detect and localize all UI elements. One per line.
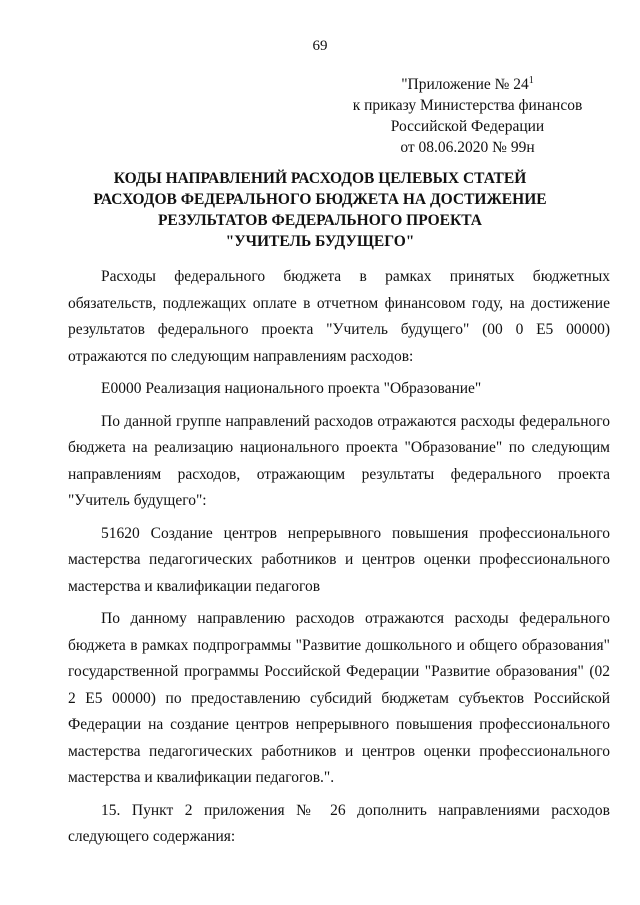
appendix-line-1: "Приложение № $24^1$ <box>401 75 534 94</box>
appendix-line-2: к приказу Министерства финансов <box>352 97 583 115</box>
paragraph-direction-description: По данному направлению расходов отражаются расходы федерального бюджета в рамках подпрограммы "Развитие дошкольного и общего образования" государственной программы Российской Федерации "Развитие образования" (02 2 Е5 00000) по предоставлению субсидий бюджетам субъектов Российской Федерации на создание центров непрерывного повышения профессионального мастерства педагогических работников и центров оценки профессионального мастерства и квалификации педагогов.". <box>68 610 610 786</box>
title-line-4: "УЧИТЕЛЬ БУДУЩЕГО" <box>225 233 415 250</box>
footnote-mark: 1 <box>528 75 534 86</box>
title-line-2: РАСХОДОВ ФЕДЕРАЛЬНОГО БЮДЖЕТА НА ДОСТИЖЕНИЕ <box>93 191 547 208</box>
appendix-reference <box>330 70 605 158</box>
document-title <box>80 168 560 252</box>
title-line-1: КОДЫ НАПРАВЛЕНИЙ РАСХОДОВ ЦЕЛЕВЫХ СТАТЕЙ <box>113 170 527 187</box>
document-body <box>68 264 610 851</box>
paragraph-intro: Расходы федерального бюджета в рамках принятых бюджетных обязательств, подлежащих оплате в отчетном финансовом году, на достижение результатов федерального проекта "Учитель будущего" (00 0 Е5 00000) отражаются по следующим направлениям расходов: <box>68 268 610 365</box>
paragraph-item-15: 15. Пункт 2 приложения № 26 дополнить направлениями расходов следующего содержания: <box>68 801 610 845</box>
paragraph-group-description: По данной группе направлений расходов отражаются расходы федерального бюджета на реализацию национального проекта "Образование" по следующим направлениям расходов, отражающим результаты федерального проекта "Учитель будущего": <box>68 412 610 509</box>
title-line-3: РЕЗУЛЬТАТОВ ФЕДЕРАЛЬНОГО ПРОЕКТА <box>157 212 483 229</box>
paragraph-code-51620: 51620 Создание центров непрерывного повышения профессионального мастерства педагогических работников и центров оценки профессионального мастерства и квалификации педагогов <box>68 524 610 595</box>
page-number: 69 <box>312 38 328 54</box>
appendix-line-4: от 08.06.2020 № 99н <box>400 139 535 157</box>
paragraph-code-e0000: Е0000 Реализация национального проекта "Образование" <box>101 380 482 397</box>
appendix-line-3: Российской Федерации <box>390 118 545 136</box>
